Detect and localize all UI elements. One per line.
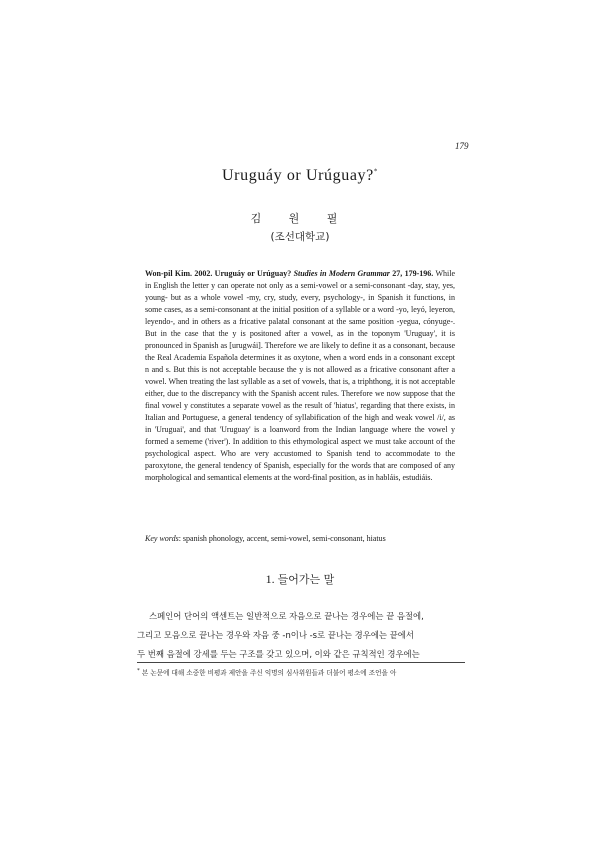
keywords-text: : spanish phonology, accent, semi-vowel, semi-consonant, hiatus — [178, 534, 386, 543]
abstract — [145, 268, 455, 484]
abstract-citation-journal: Studies in Modern Grammar — [293, 269, 390, 278]
body-line: 스페인어 단어의 액센트는 일반적으로 자음으로 끝나는 경우에는 끝 음절에, — [149, 611, 424, 621]
footnote-divider — [137, 662, 465, 663]
body-line: 두 번째 음절에 강세를 두는 구조를 갖고 있으며, 이와 같은 규칙적인 경우에는 — [137, 649, 420, 659]
abstract-citation-volume: 27, 179-196. — [392, 269, 434, 278]
footnote — [137, 666, 467, 678]
keywords — [145, 533, 465, 545]
title-footnote-marker: * — [373, 167, 378, 176]
page-number: 179 — [455, 141, 469, 151]
keywords-label: Key words — [145, 534, 179, 543]
footnote-marker: * — [137, 668, 140, 674]
abstract-text: While in English the letter y can operate not only as a semi-vowel or a semi-consonant -day, stay, yes, young- but as a whole vowel -my, cry, study, every, psychology-, in Spanish it functions, in some cases, as a semi-consonant at the initial position of a syllable or a word -yo, leyó, leyeron, leyendo-, and in others as a fricative palatal consonant at the same position -yegua, cónyuge-. But in the case that the y is positoned after a vowel, as in the toponym 'Uruguay', it is pronounced in Spanish as [urugwái]. Therefore we are likely to define it as a consonant, because the Real Academia Española determines it as oxytone, when a word ends in a consonant except n and s. But this is not acceptable because the y is not allowed as a fricative consonant after a vowel. When treating the last syllable as a set of vowels, that is, a triphthong, it is not acceptable either, due to the discrepancy with the Spanish accent rules. Therefore we now suppose that the final vowel y constitutes a separate vowel as the result of 'hiatus', regarding that there exists, in Italian and Portuguese, a general tendency of syllabification of the high and weak vowel /i/, as in 'Uruguai', and that 'Uruguay' is a loanword from the Indian language where the vowel y formed a sememe ('river'). In addition to this ethymological aspect we must take account of the psychological aspect. Who are very accustomed to Spanish tend to accommodate to the paroxytone, the general tendency of Spanish, especially for the words that are composed of any morphological and semantical elements at the word-final position, as in habláis, estudiáis. — [145, 269, 456, 482]
author-affiliation: (조선대학교) — [270, 231, 330, 243]
abstract-citation-author: Won-pil Kim. 2002. Uruguáy or Urúguay? — [145, 269, 292, 278]
body-paragraph — [137, 607, 465, 664]
footnote-text: 본 논문에 대해 소중한 비평과 제안을 주신 익명의 심사위원들과 더불어 평소에 조언을 아 — [141, 669, 397, 678]
section-heading — [0, 571, 600, 587]
paper-title-text: Uruguáy or Urúguay? — [222, 167, 374, 184]
paper-title — [0, 167, 600, 185]
section-number: 1. — [265, 572, 275, 586]
section-title: 들어가는 말 — [277, 573, 335, 586]
body-line: 그리고 모음으로 끝나는 경우와 자음 중 -n이나 -s로 끝나는 경우에는 끝에서 — [137, 630, 414, 640]
author-name: 김 원 필 — [250, 212, 350, 225]
